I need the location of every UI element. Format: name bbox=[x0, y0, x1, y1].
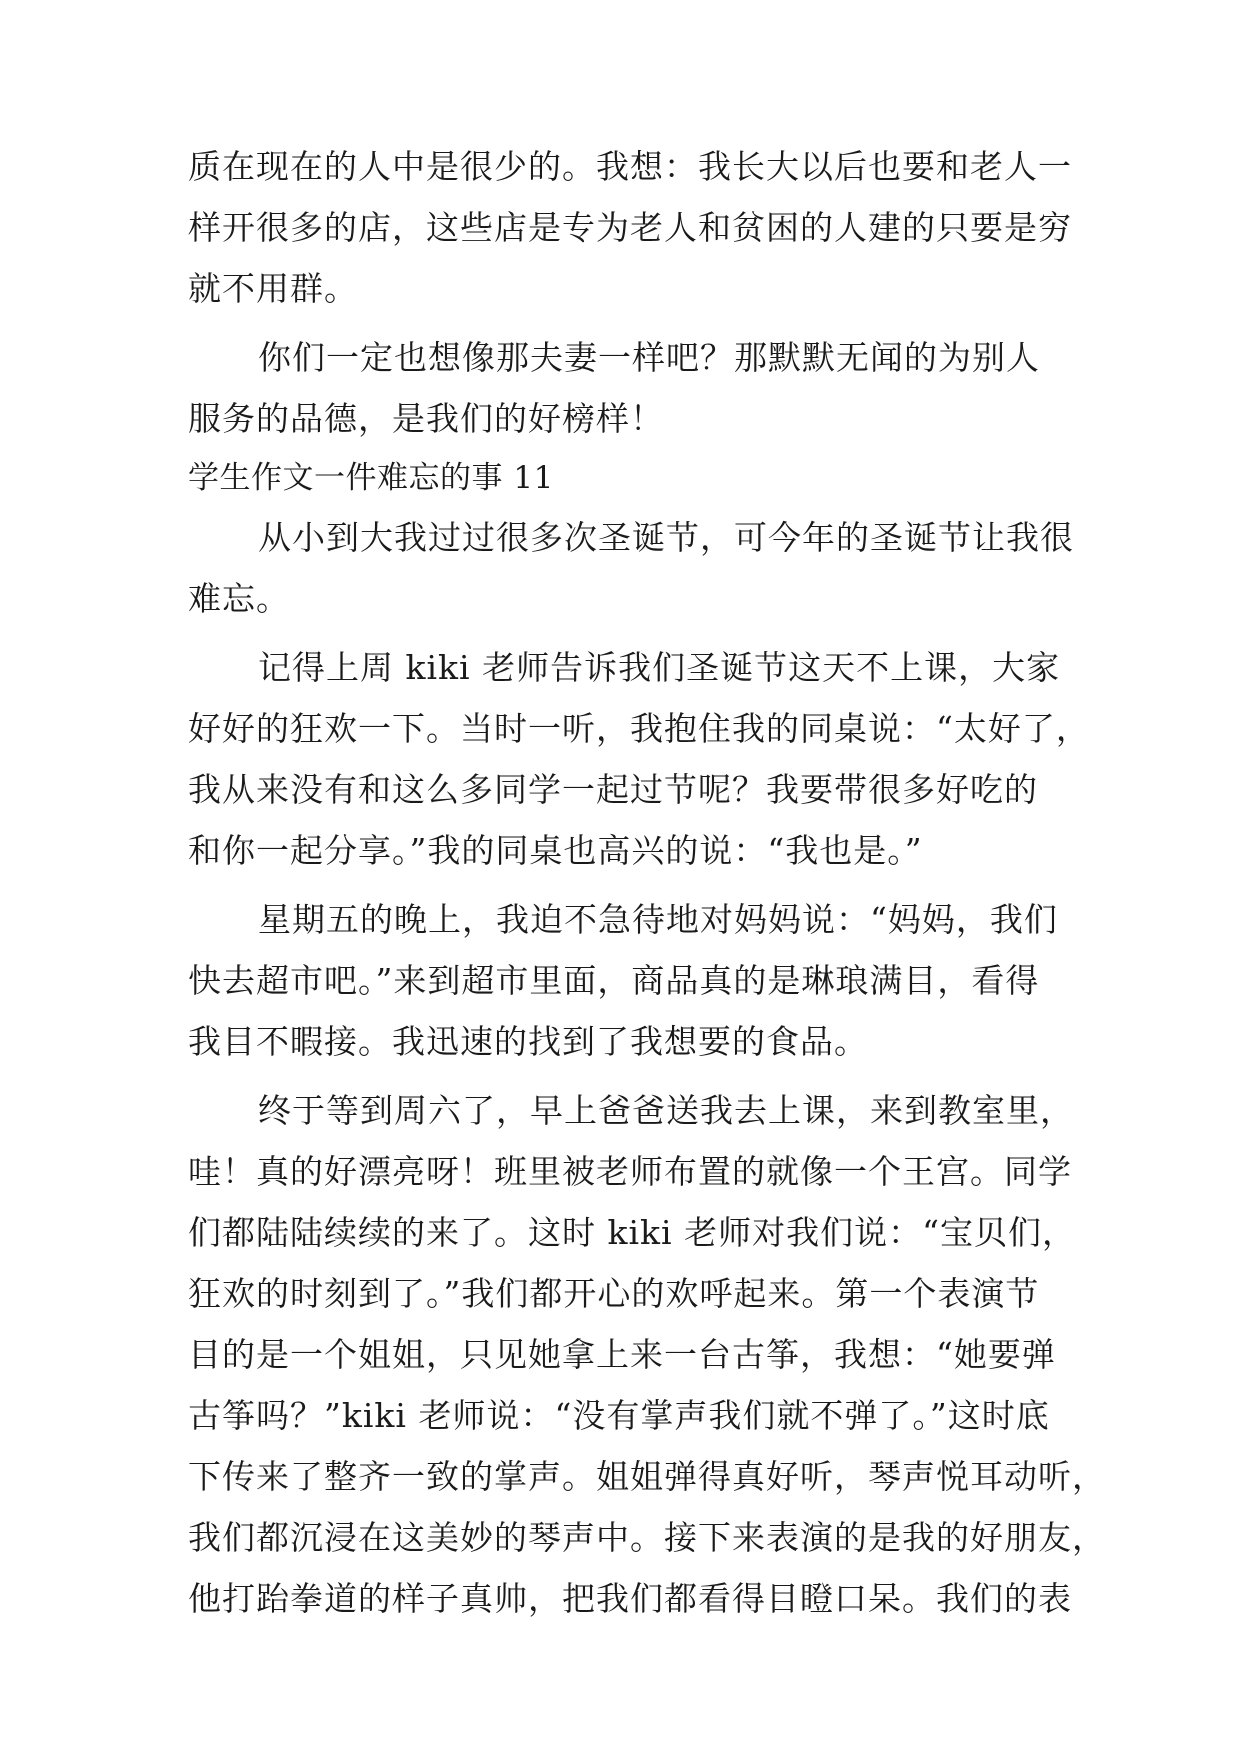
text-line: 样开很多的店，这些店是专为老人和贫困的人建的只要是穷 bbox=[188, 208, 1072, 247]
text-line: 我们都沉浸在这美妙的琴声中。接下来表演的是我的好朋友， bbox=[188, 1518, 1106, 1557]
text-line: 好好的狂欢一下。当时一听，我抱住我的同桌说：“太好了， bbox=[188, 709, 1090, 748]
text-line: 质在现在的人中是很少的。我想：我长大以后也要和老人一 bbox=[188, 147, 1072, 186]
paragraph-first-line: 星期五的晚上，我迫不急待地对妈妈说：“妈妈，我们 bbox=[258, 900, 1058, 939]
paragraph-first-line: 终于等到周六了，早上爸爸送我去上课，来到教室里， bbox=[258, 1091, 1074, 1130]
text-line: 就不用群。 bbox=[188, 269, 358, 308]
text-line: 和你一起分享。”我的同桌也高兴的说：“我也是。” bbox=[188, 831, 923, 870]
text-line: 快去超市吧。”来到超市里面，商品真的是琳琅满目，看得 bbox=[188, 961, 1040, 1000]
essay-title: 学生作文一件难忘的事 11 bbox=[188, 460, 554, 496]
text-line: 我目不暇接。我迅速的找到了我想要的食品。 bbox=[188, 1022, 868, 1061]
text-line: 狂欢的时刻到了。”我们都开心的欢呼起来。第一个表演节 bbox=[188, 1274, 1040, 1313]
text-line: 下传来了整齐一致的掌声。姐姐弹得真好听，琴声悦耳动听， bbox=[188, 1457, 1106, 1496]
text-line: 目的是一个姐姐，只见她拿上来一台古筝，我想：“她要弹 bbox=[188, 1335, 1056, 1374]
text-line: 他打跆拳道的样子真帅，把我们都看得目瞪口呆。我们的表 bbox=[188, 1579, 1072, 1618]
text-line: 哇！真的好漂亮呀！班里被老师布置的就像一个王宫。同学 bbox=[188, 1152, 1072, 1191]
paragraph-first-line: 你们一定也想像那夫妻一样吧？那默默无闻的为别人 bbox=[258, 338, 1040, 377]
paragraph-first-line: 记得上周 kiki 老师告诉我们圣诞节这天不上课，大家 bbox=[258, 648, 1061, 687]
text-line: 难忘。 bbox=[188, 579, 290, 618]
text-line: 我从来没有和这么多同学一起过节呢？我要带很多好吃的 bbox=[188, 770, 1038, 809]
text-line: 们都陆陆续续的来了。这时 kiki 老师对我们说：“宝贝们， bbox=[188, 1213, 1076, 1252]
paragraph-first-line: 从小到大我过过很多次圣诞节，可今年的圣诞节让我很 bbox=[258, 518, 1074, 557]
text-line: 服务的品德，是我们的好榜样！ bbox=[188, 399, 664, 438]
text-line: 古筝吗？”kiki 老师说：“没有掌声我们就不弹了。”这时底 bbox=[188, 1396, 1050, 1435]
